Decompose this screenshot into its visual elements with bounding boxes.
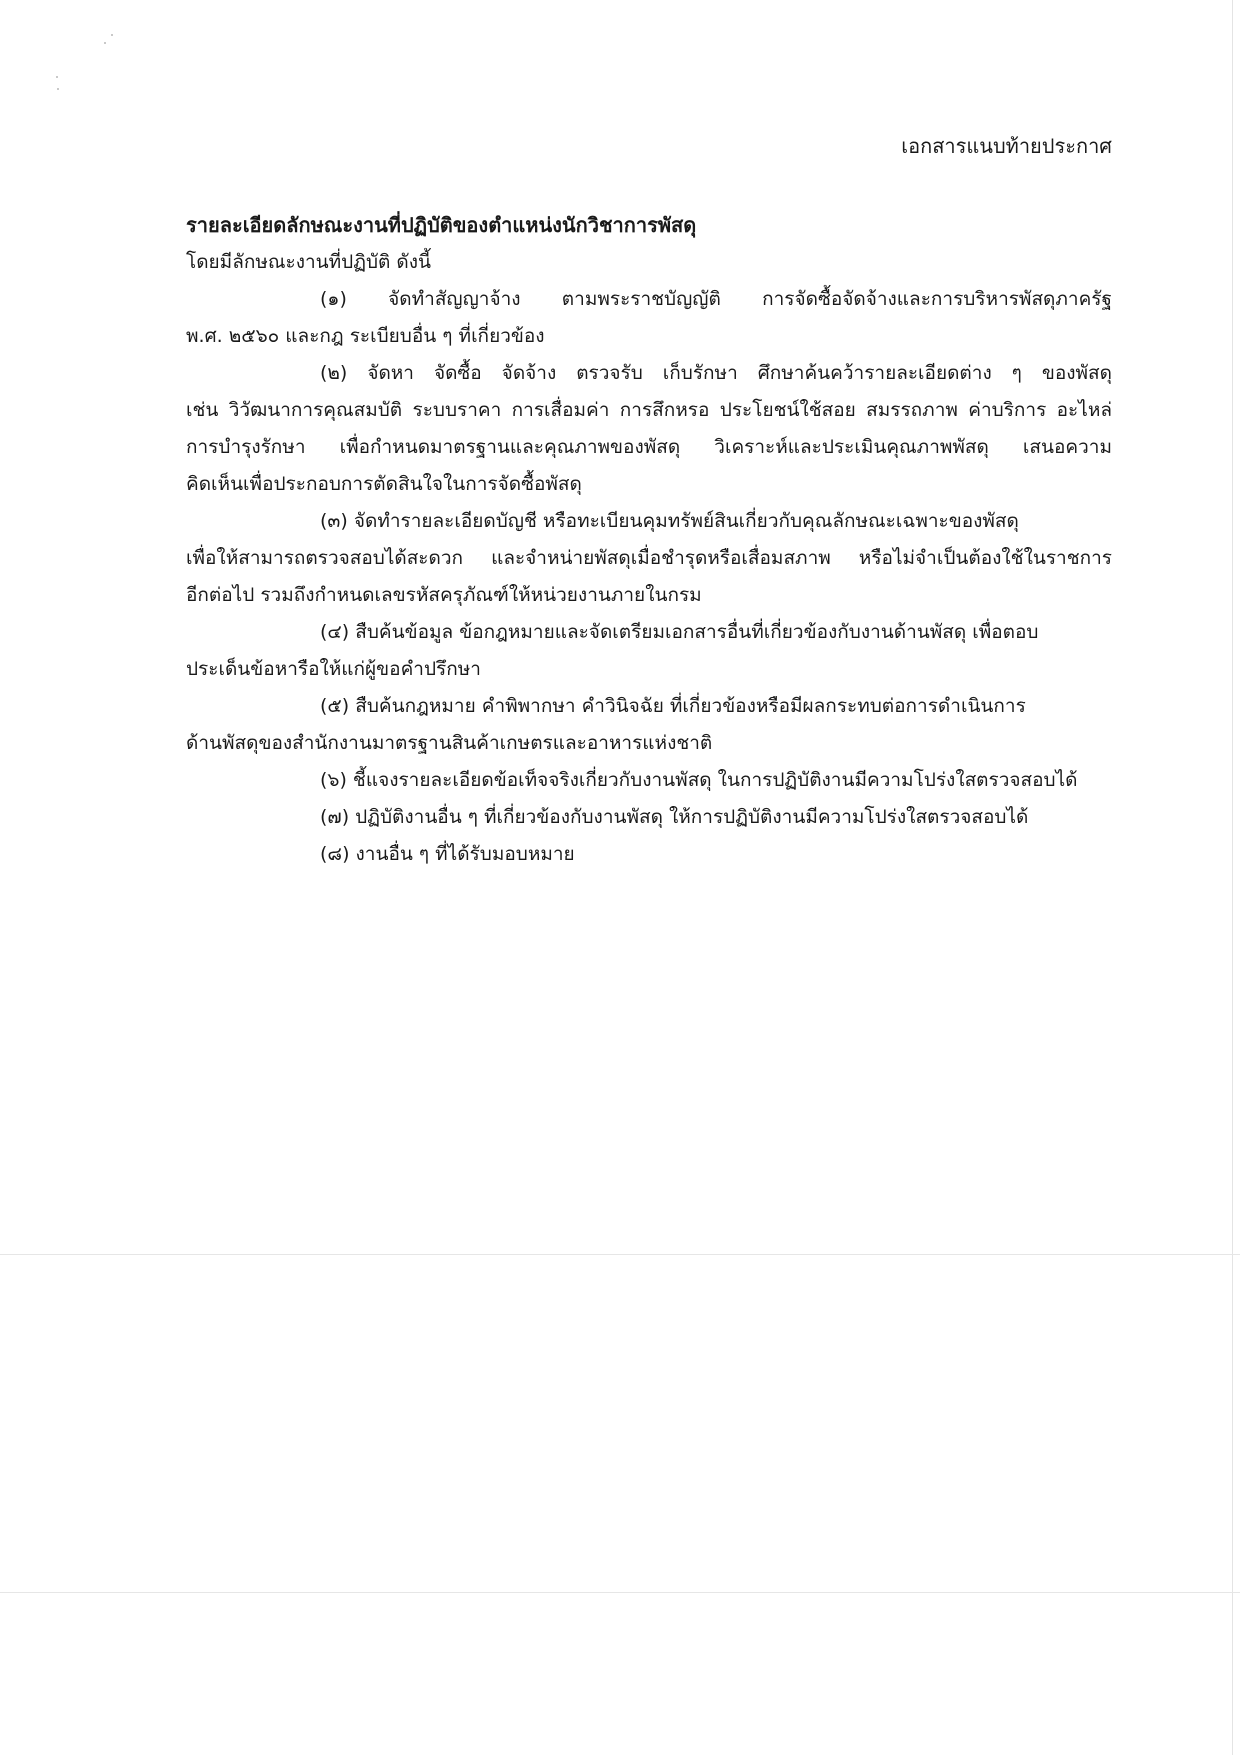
duty-line: (๘) งานอื่น ๆ ที่ได้รับมอบหมาย — [320, 843, 575, 865]
duty-item — [186, 799, 1112, 836]
duty-line: ประเด็นข้อหารือให้แก่ผู้ขอคำปรึกษา — [186, 658, 481, 680]
duty-line: ด้านพัสดุของสำนักงานมาตรฐานสินค้าเกษตรและอาหารแห่งชาติ — [186, 732, 713, 754]
duty-line: (๕) สืบค้นกฎหมาย คำพิพากษา คำวินิจฉัย ที่เกี่ยวข้องหรือมีผลกระทบต่อการดำเนินการ — [320, 695, 1026, 717]
scan-speck — [56, 76, 58, 78]
duty-line: คิดเห็นเพื่อประกอบการตัดสินใจในการจัดซื้อพัสดุ — [186, 473, 582, 495]
duty-line: (๔) สืบค้นข้อมูล ข้อกฎหมายและจัดเตรียมเอกสารอื่นที่เกี่ยวข้องกับงานด้านพัสดุ เพื่อตอบ — [320, 621, 1039, 643]
duty-item — [186, 281, 1112, 355]
document-body — [186, 207, 1112, 873]
duty-item — [186, 762, 1112, 799]
document-title: รายละเอียดลักษณะงานที่ปฏิบัติของตำแหน่งนักวิชาการพัสดุ — [186, 213, 697, 237]
duty-item — [186, 355, 1112, 503]
duty-item — [186, 688, 1112, 762]
duty-line: การบำรุงรักษา เพื่อกำหนดมาตรฐานและคุณภาพของพัสดุ วิเคราะห์และประเมินคุณภาพพัสดุ เสนอความ — [186, 436, 1112, 458]
duty-line: (๓) จัดทำรายละเอียดบัญชี หรือทะเบียนคุมทรัพย์สินเกี่ยวกับคุณลักษณะเฉพาะของพัสดุ — [320, 510, 1019, 532]
attachment-note: เอกสารแนบท้ายประกาศ — [901, 134, 1112, 158]
page-edge — [1232, 0, 1233, 1755]
duty-item — [186, 614, 1112, 688]
duty-line: (๗) ปฏิบัติงานอื่น ๆ ที่เกี่ยวข้องกับงานพัสดุ ให้การปฏิบัติงานมีความโปร่งใสตรวจสอบได้ — [320, 806, 1029, 828]
duty-line: (๒) จัดหา จัดซื้อ จัดจ้าง ตรวจรับ เก็บรักษา ศึกษาค้นคว้ารายละเอียดต่าง ๆ ของพัสดุ — [320, 362, 1112, 384]
scan-fold-line — [0, 1254, 1240, 1255]
duty-line: เพื่อให้สามารถตรวจสอบได้สะดวก และจำหน่ายพัสดุเมื่อชำรุดหรือเสื่อมสภาพ หรือไม่จำเป็นต้องใช้ในราชการ — [186, 547, 1112, 569]
duty-line: (๖) ชี้แจงรายละเอียดข้อเท็จจริงเกี่ยวกับงานพัสดุ ในการปฏิบัติงานมีความโปร่งใสตรวจสอบได้ — [320, 769, 1078, 791]
duty-line: อีกต่อไป รวมถึงกำหนดเลขรหัสครุภัณฑ์ให้หน่วยงานภายในกรม — [186, 584, 702, 606]
scan-fold-line — [0, 1592, 1240, 1593]
duty-item — [186, 503, 1112, 614]
duty-line: เช่น วิวัฒนาการคุณสมบัติ ระบบราคา การเสื่อมค่า การสึกหรอ ประโยชน์ใช้สอย สมรรถภาพ ค่าบริการ อะไหล่ — [186, 399, 1112, 421]
scan-speck — [57, 88, 59, 90]
duty-line: (๑) จัดทำสัญญาจ้าง ตามพระราชบัญญัติ การจัดซื้อจัดจ้างและการบริหารพัสดุภาครัฐ — [320, 288, 1112, 310]
scan-speck — [111, 34, 113, 36]
scan-speck — [104, 42, 106, 44]
intro-text: โดยมีลักษณะงานที่ปฏิบัติ ดังนี้ — [186, 251, 432, 273]
duty-item — [186, 836, 1112, 873]
duty-line: พ.ศ. ๒๕๖๐ และกฎ ระเบียบอื่น ๆ ที่เกี่ยวข้อง — [186, 325, 545, 347]
